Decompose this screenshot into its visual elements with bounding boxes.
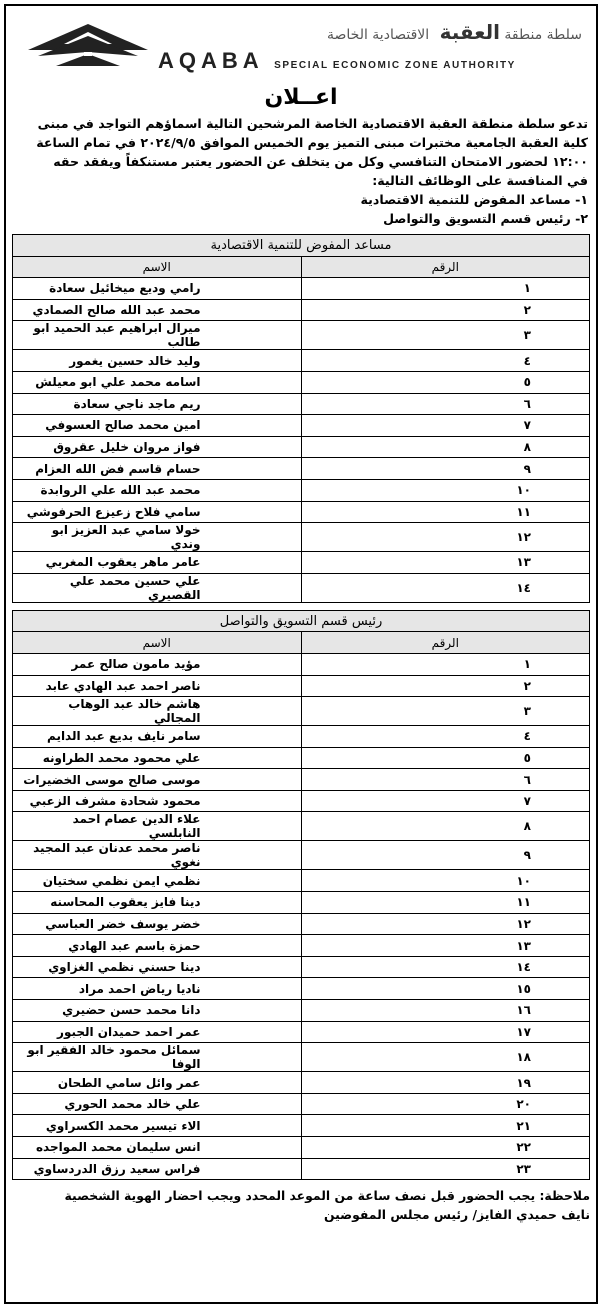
intro-line: ٢- رئيس قسم التسويق والتواصل <box>383 211 588 226</box>
table-row <box>13 501 590 523</box>
candidate-name: محمود شحادة مشرف الزعبي <box>13 790 302 812</box>
candidate-name: علاء الدين عصام احمد النابلسي <box>13 812 302 841</box>
table-row <box>13 697 590 726</box>
row-number: ٥ <box>301 371 590 393</box>
row-number: ١٠ <box>301 479 590 501</box>
row-number: ٦ <box>301 769 590 791</box>
table-row <box>13 573 590 602</box>
table-row <box>13 436 590 458</box>
table-row <box>13 935 590 957</box>
table-row <box>13 1043 590 1072</box>
row-number: ٤ <box>301 726 590 748</box>
candidate-name: محمد عبد الله علي الروابدة <box>13 479 302 501</box>
candidate-name: علي خالد محمد الحوري <box>13 1093 302 1115</box>
candidate-name: دينا حسني نظمي الغزاوي <box>13 956 302 978</box>
row-number: ٩ <box>301 841 590 870</box>
table-row <box>13 1137 590 1159</box>
table-row <box>13 1115 590 1137</box>
row-number: ١٨ <box>301 1043 590 1072</box>
candidate-name: سامي فلاح زعيزع الحرفوشي <box>13 501 302 523</box>
candidate-name: فواز مروان خليل عقروق <box>13 436 302 458</box>
candidate-name: وليد خالد حسين يغمور <box>13 350 302 372</box>
table-row <box>13 675 590 697</box>
table-row <box>13 523 590 552</box>
table-row <box>13 747 590 769</box>
table-caption-row <box>13 610 590 632</box>
row-number: ١ <box>301 278 590 300</box>
candidate-name: مؤيد مامون صالح عمر <box>13 653 302 675</box>
intro-line: كلية العقبة الجامعية مختبرات مبنى التميز يوم الخميس الموافق ٢٠٢٤/٩/٥ في تمام الساعة <box>36 135 588 150</box>
candidate-name: ناصر محمد عدنان عبد المجيد نغوي <box>13 841 302 870</box>
row-number: ١٧ <box>301 1021 590 1043</box>
candidate-name: رامي وديع ميخائيل سعادة <box>13 278 302 300</box>
candidate-name: موسى صالح موسى الخضيرات <box>13 769 302 791</box>
column-header-number: الرقم <box>301 256 590 278</box>
org-ar-suffix: الاقتصادية الخاصة <box>327 27 430 43</box>
row-number: ٩ <box>301 458 590 480</box>
candidate-name: حمزة باسم عبد الهادي <box>13 935 302 957</box>
org-en-rest: SPECIAL ECONOMIC ZONE AUTHORITY <box>274 60 516 71</box>
footer-note <box>6 1186 596 1224</box>
row-number: ٢٣ <box>301 1158 590 1180</box>
row-number: ٢ <box>301 299 590 321</box>
candidate-name: نظمي ايمن نظمي سختيان <box>13 870 302 892</box>
candidate-name: حسام قاسم فض الله العزام <box>13 458 302 480</box>
row-number: ١٤ <box>301 573 590 602</box>
row-number: ١٣ <box>301 552 590 574</box>
org-ar-name: العقبة <box>439 20 500 44</box>
table-row <box>13 479 590 501</box>
candidate-name: انس سليمان محمد المواجده <box>13 1137 302 1159</box>
candidate-name: الاء تيسير محمد الكسراوي <box>13 1115 302 1137</box>
candidate-name: محمد عبد الله صالح الصمادي <box>13 299 302 321</box>
candidate-name: ناصر احمد عبد الهادي عابد <box>13 675 302 697</box>
table-row <box>13 278 590 300</box>
row-number: ١٤ <box>301 956 590 978</box>
job-title-caption: مساعد المفوض للتنمية الاقتصادية <box>13 235 590 257</box>
table-row <box>13 892 590 914</box>
row-number: ٨ <box>301 436 590 458</box>
signature: نايف حميدي الفايز/ رئيس مجلس المفوضين <box>323 1207 590 1223</box>
intro-line: تدعو سلطة منطقة العقبة الاقتصادية الخاصة المرشحين التالية اسماؤهم التواجد في مبنى <box>37 116 588 131</box>
table-caption-row <box>13 235 590 257</box>
candidate-name: خولا سامي عبد العزيز ابو وندي <box>13 523 302 552</box>
table-row <box>13 350 590 372</box>
candidate-name: علي حسين محمد علي القصيري <box>13 573 302 602</box>
table-row <box>13 393 590 415</box>
candidate-name: سامر نايف بديع عبد الدايم <box>13 726 302 748</box>
table-row <box>13 552 590 574</box>
aqaba-logo-icon <box>28 22 148 72</box>
table-row <box>13 321 590 350</box>
row-number: ١ <box>301 653 590 675</box>
row-number: ٣ <box>301 321 590 350</box>
table-row <box>13 870 590 892</box>
attendance-note: ملاحظة: يجب الحضور قبل نصف ساعة من الموعد المحدد ويجب احضار الهوية الشخصية <box>64 1188 590 1204</box>
row-number: ٢٢ <box>301 1137 590 1159</box>
table-row <box>13 415 590 437</box>
table-row <box>13 769 590 791</box>
table-spacer <box>13 602 590 610</box>
candidates-table <box>12 234 590 1180</box>
row-number: ١٠ <box>301 870 590 892</box>
table-row <box>13 812 590 841</box>
row-number: ١١ <box>301 501 590 523</box>
row-number: ١٣ <box>301 935 590 957</box>
intro-line: ١- مساعد المفوض للتنمية الاقتصادية <box>360 192 588 207</box>
candidate-name: خضر يوسف خضر العباسي <box>13 913 302 935</box>
intro-text <box>6 114 596 228</box>
candidate-name: امين محمد صالح العسوفي <box>13 415 302 437</box>
row-number: ٦ <box>301 393 590 415</box>
job-title-caption: رئيس قسم التسويق والتواصل <box>13 610 590 632</box>
table-row <box>13 1072 590 1094</box>
row-number: ٢٠ <box>301 1093 590 1115</box>
table-row <box>13 790 590 812</box>
row-number: ٣ <box>301 697 590 726</box>
table-row <box>13 1000 590 1022</box>
org-name-arabic <box>327 20 582 44</box>
row-number: ١١ <box>301 892 590 914</box>
candidate-name: ناديا رياض احمد مراد <box>13 978 302 1000</box>
row-number: ١٩ <box>301 1072 590 1094</box>
table-header-row <box>13 256 590 278</box>
table-row <box>13 299 590 321</box>
spacer-cell <box>13 602 590 610</box>
table-header-row <box>13 632 590 654</box>
candidate-name: دينا فايز يعقوب المحاسنه <box>13 892 302 914</box>
row-number: ١٦ <box>301 1000 590 1022</box>
row-number: ٢ <box>301 675 590 697</box>
page-title: اعــلان <box>264 85 338 110</box>
table-row <box>13 371 590 393</box>
row-number: ٢١ <box>301 1115 590 1137</box>
row-number: ١٢ <box>301 913 590 935</box>
org-ar-prefix: سلطة منطقة <box>504 27 582 43</box>
column-header-name: الاسم <box>13 632 302 654</box>
candidate-name: عمر احمد حميدان الجبور <box>13 1021 302 1043</box>
candidate-name: دانا محمد حسن حضيري <box>13 1000 302 1022</box>
candidate-name: هاشم خالد عبد الوهاب المجالي <box>13 697 302 726</box>
table-row <box>13 956 590 978</box>
candidate-name: فراس سعيد رزق الدردساوي <box>13 1158 302 1180</box>
column-header-name: الاسم <box>13 256 302 278</box>
candidate-name: عامر ماهر يعقوب المغربي <box>13 552 302 574</box>
row-number: ٧ <box>301 790 590 812</box>
table-row <box>13 1093 590 1115</box>
header <box>6 6 596 84</box>
row-number: ٧ <box>301 415 590 437</box>
table-row <box>13 458 590 480</box>
intro-line: في المنافسة على الوظائف التالية: <box>372 173 588 188</box>
candidate-name: ريم ماجد ناجي سعادة <box>13 393 302 415</box>
intro-line: ١٢:٠٠ لحضور الامتحان التنافسي وكل من يتخلف عن الحضور يعتبر مستنكفاً ويفقد حقه <box>53 154 588 169</box>
table-row <box>13 1021 590 1043</box>
candidate-name: علي محمود محمد الطراونه <box>13 747 302 769</box>
table-row <box>13 726 590 748</box>
announcement-page <box>4 4 598 1304</box>
candidate-name: عمر وائل سامي الطحان <box>13 1072 302 1094</box>
row-number: ٤ <box>301 350 590 372</box>
row-number: ١٥ <box>301 978 590 1000</box>
candidate-name: سمائل محمود خالد الفقير ابو الوفا <box>13 1043 302 1072</box>
org-name-english <box>158 48 516 74</box>
table-row <box>13 913 590 935</box>
candidate-name: ميرال ابراهيم عبد الحميد ابو طالب <box>13 321 302 350</box>
row-number: ٥ <box>301 747 590 769</box>
org-en-name: AQABA <box>158 48 264 73</box>
table-row <box>13 841 590 870</box>
table-row <box>13 653 590 675</box>
row-number: ١٢ <box>301 523 590 552</box>
column-header-number: الرقم <box>301 632 590 654</box>
row-number: ٨ <box>301 812 590 841</box>
table-row <box>13 1158 590 1180</box>
candidate-name: اسامه محمد علي ابو معيلش <box>13 371 302 393</box>
table-row <box>13 978 590 1000</box>
